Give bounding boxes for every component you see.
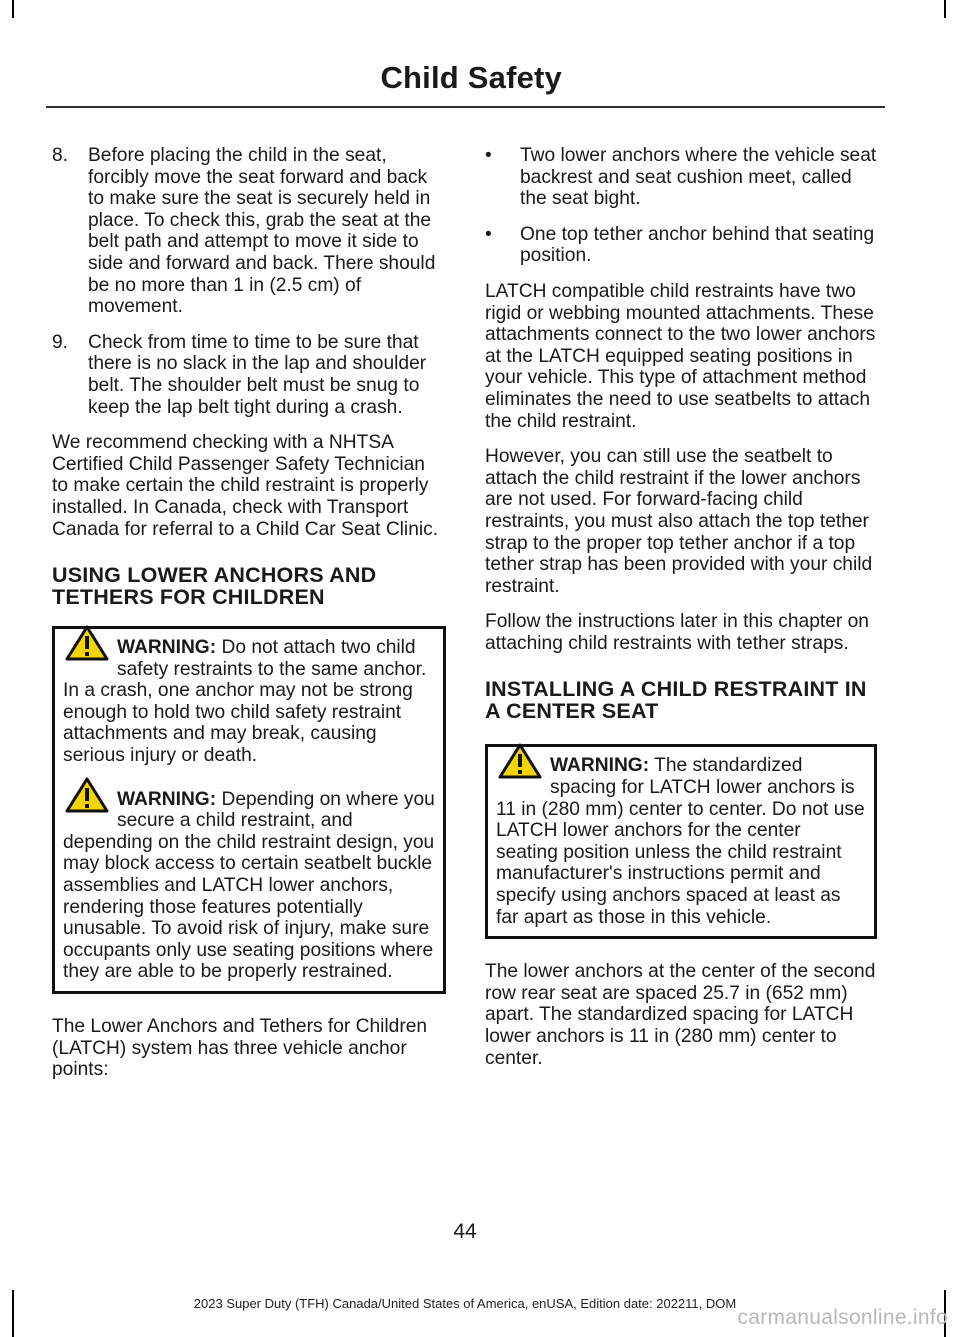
list-item bbox=[485, 224, 877, 267]
list-text: Check from time to time to be sure that there is no slack in the lap and shoulder belt. The shoulder belt must be snug to keep the lap belt tight during a crash. bbox=[88, 331, 427, 418]
crop-mark bbox=[944, 0, 946, 18]
list-text: One top tether anchor behind that seating position. bbox=[520, 223, 875, 267]
warning-label: WARNING: bbox=[117, 637, 217, 659]
list-number: 9. bbox=[52, 331, 69, 353]
warning bbox=[63, 637, 436, 767]
page-title: Child Safety bbox=[380, 60, 562, 95]
warning bbox=[496, 755, 867, 928]
right-column bbox=[485, 145, 877, 1083]
list-item bbox=[485, 145, 877, 210]
list-number: 8. bbox=[52, 145, 69, 166]
bullet: • bbox=[485, 145, 492, 166]
warning-triangle-icon bbox=[65, 625, 109, 661]
list-text: Two lower anchors where the vehicle seat backrest and seat cushion meet, called the seat bight. bbox=[520, 145, 877, 210]
warning-triangle-icon bbox=[498, 743, 542, 779]
paragraph: The Lower Anchors and Tethers for Children (LATCH) system has three vehicle anchor points: bbox=[52, 1016, 428, 1081]
section-heading: INSTALLING A CHILD RESTRAINT IN A CENTER SEAT bbox=[485, 677, 867, 724]
paragraph: However, you can still use the seatbelt to attach the child restraint if the lower anchors are not used. For forward-facing child restraints, you must also attach the top tether strap to the proper top tether anchor if a top tether strap has been provided with your child restraint. bbox=[485, 446, 873, 597]
watermark: carmanualsonline.info bbox=[737, 1306, 948, 1329]
paragraph: Follow the instructions later in this chapter on attaching child restraints with tether straps. bbox=[485, 611, 869, 654]
paragraph: LATCH compatible child restraints have two rigid or webbing mounted attachments. These attachments connect to the two lower anchors at the LATCH equipped seating positions in your vehicle. This type of attachment method eliminates the need to use seatbelts to attach the child restraint. bbox=[485, 280, 876, 432]
paragraph: The lower anchors at the center of the second row rear seat are spaced 25.7 in (652 mm) apart. The standardized spacing for LATCH lower anchors is 11 in (280 mm) center to center. bbox=[485, 961, 876, 1069]
list-item bbox=[52, 145, 446, 318]
warning-text: The standardized spacing for LATCH lower anchors is 11 in (280 mm) center to center. Do not use LATCH lower anchors for the center seating position unless the child restraint manufacturer's instructions permit and specify using anchors spaced at least as far apart as those in this vehicle. bbox=[496, 755, 865, 928]
page-number: 44 bbox=[453, 1220, 477, 1243]
section-heading: USING LOWER ANCHORS AND TETHERS FOR CHILDREN bbox=[52, 563, 377, 610]
warning-label: WARNING: bbox=[550, 755, 650, 777]
warning-triangle-icon bbox=[65, 777, 109, 813]
header-divider bbox=[46, 106, 885, 108]
paragraph: We recommend checking with a NHTSA Certified Child Passenger Safety Technician to make certain the child restraint is properly installed. In Canada, check with Transport Canada for referral to a Child Car Seat Clinic. bbox=[52, 432, 439, 540]
list-item bbox=[52, 332, 446, 418]
left-column bbox=[52, 145, 446, 1095]
list-text: Before placing the child in the seat, forcibly move the seat forward and back to make sure the seat is securely held in place. To check this, grab the seat at the belt path and attempt to move it side to side and forward and back. There should be no more than 1 in (2.5 cm) of movement. bbox=[88, 145, 436, 318]
warning-label: WARNING: bbox=[117, 788, 217, 810]
warning bbox=[63, 789, 436, 983]
crop-mark bbox=[12, 0, 14, 18]
warning-box bbox=[485, 744, 877, 939]
bullet: • bbox=[485, 223, 492, 245]
warning-text: Depending on where you secure a child restraint, and depending on the child restraint design, you may block access to certain seatbelt buckle assemblies and LATCH lower anchors, rendering those features potentially unusable. To avoid risk of injury, make sure occupants only use seating positions where they are able to be properly restrained. bbox=[63, 788, 435, 983]
warning-text: Do not attach two child safety restraints to the same anchor. In a crash, one anchor may not be strong enough to hold two child safety restraint attachments and may break, causing serious injury or death. bbox=[63, 637, 427, 767]
footer-text: 2023 Super Duty (TFH) Canada/United States of America, enUSA, Edition date: 202211, DOM bbox=[193, 1296, 737, 1311]
warning-box bbox=[52, 626, 446, 994]
